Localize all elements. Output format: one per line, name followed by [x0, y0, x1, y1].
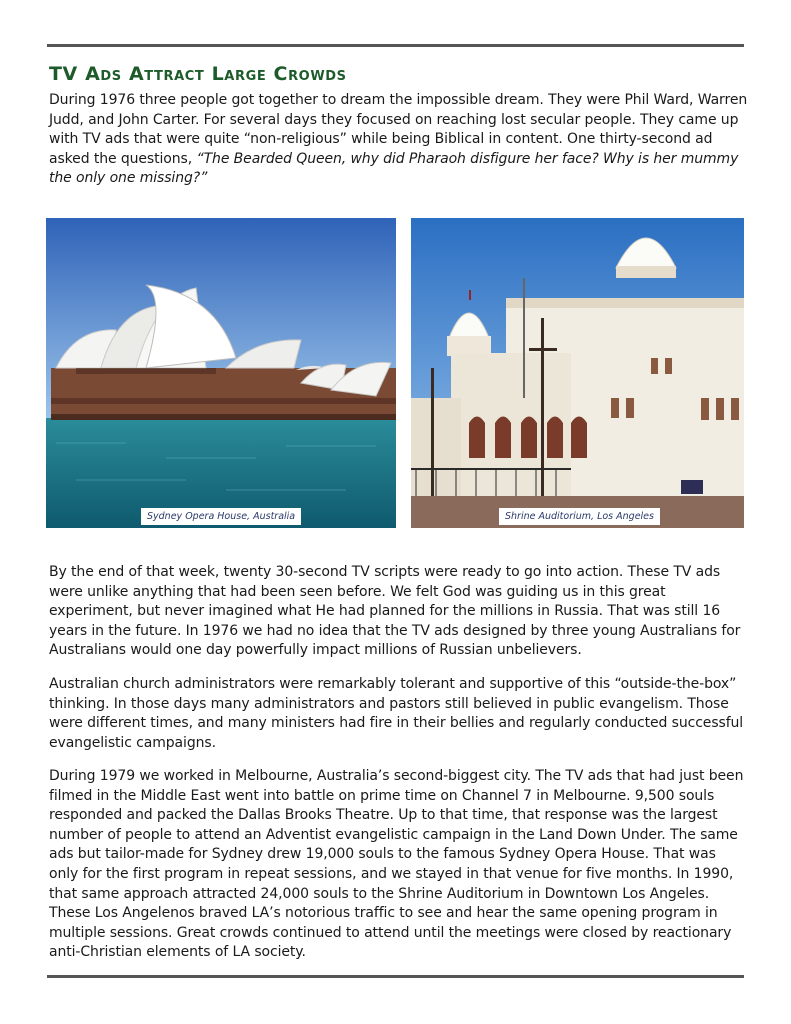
- bottom-rule: [47, 975, 744, 978]
- shrine-photo-caption: Shrine Auditorium, Los Angeles: [499, 508, 660, 525]
- shrine-auditorium-photo: [411, 218, 744, 528]
- top-rule: [47, 44, 744, 47]
- intro-paragraph: [49, 91, 749, 189]
- intro-text: During 1976 three people got together to dream the impossible dream. They were Phil Ward, Warren Judd, and John Carter. For several days they focused on reaching lost secular people. They came up with TV ads that were quite “non-religious” while being Biblical in content. One thirty-second ad asked the questions,: [49, 92, 748, 167]
- body-paragraph-3: During 1979 we worked in Melbourne, Australia’s second-biggest city. The TV ads that had just been filmed in the Middle East went into battle on prime time on Channel 7 in Melbourne. 9,500 souls responded and packed the Dallas Brooks Theatre. Up to that time, that response was the largest number of people to attend an Adventist evangelistic campaign in the Land Down Under. The same ads but tailor-made for Sydney drew 19,000 souls to the famous Sydney Opera House. That was only for the first program in repeat sessions, and we stayed in that venue for five months. In 1990, that same approach attracted 24,000 souls to the Shrine Auditorium in Downtown Los Angeles. These Los Angelenos braved LA’s notorious traffic to see and hear the same opening program in multiple sessions. Great crowds continued to attend until the meetings were closed by reactionary anti-Christian elements of LA society.: [49, 768, 744, 961]
- opera-house-illustration: [46, 218, 396, 528]
- intro-quote: “The Bearded Queen, why did Pharaoh disfigure her face? Why is her mummy the only one missing?”: [49, 150, 739, 187]
- body-paragraph-1: By the end of that week, twenty 30-second TV scripts were ready to go into action. These TV ads were unlike anything that had been seen before. We felt God was guiding us in this great experiment, but never imagined what He had planned for the millions in Russia. That was still 16 years in the future. In 1976 we had no idea that the TV ads designed by three young Australians for Australians would one day powerfully impact millions of Russian unbelievers.: [49, 564, 741, 659]
- sydney-opera-house-photo: [46, 218, 396, 528]
- shrine-auditorium-illustration: [411, 218, 744, 528]
- section-heading: TV Ads Attract Large Crowds: [49, 63, 347, 85]
- sydney-photo-caption: Sydney Opera House, Australia: [141, 508, 301, 525]
- body-paragraph-2: Australian church administrators were remarkably tolerant and supportive of this “outside-the-box” thinking. In those days many administrators and pastors still believed in public evangelism. Those were different times, and many ministers had fire in their bellies and regularly conducted successful evangelistic campaigns.: [49, 676, 744, 751]
